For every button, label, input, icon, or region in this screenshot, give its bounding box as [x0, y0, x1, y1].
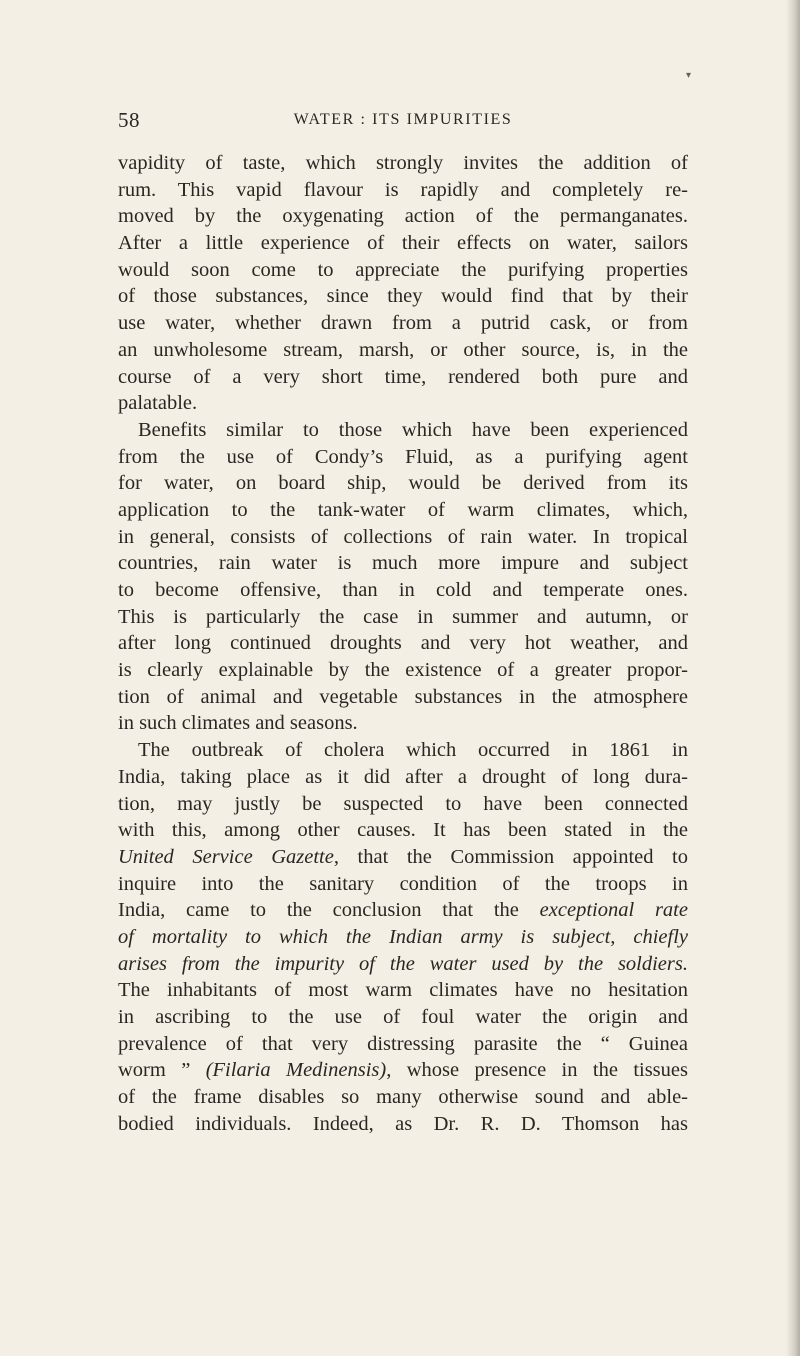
text-line: tion, may justly be suspected to have been connected	[118, 792, 688, 815]
text-line: of those substances, since they would find that by their	[118, 285, 688, 308]
text-line: tion of animal and vegetable substances in the atmosphere	[118, 685, 688, 708]
text-line: application to the tank-water of warm climates, which,	[118, 498, 688, 521]
text-line: worm ” (Filaria Medinensis), whose presence in the tissues	[118, 1059, 688, 1082]
text-line: an unwholesome stream, marsh, or other source, is, in the	[118, 338, 688, 361]
text-line: for water, on board ship, would be derived from its	[118, 472, 688, 495]
page-number: 58	[118, 108, 140, 132]
page-edge-shadow	[786, 0, 800, 1356]
text-line: with this, among other causes. It has been stated in the	[118, 819, 688, 842]
text-line: from the use of Condy’s Fluid, as a purifying agent	[118, 445, 688, 468]
text-line: arises from the impurity of the water used by the soldiers.	[118, 952, 688, 975]
text-line: is clearly explainable by the existence of a greater propor-	[118, 659, 688, 682]
running-head	[118, 108, 688, 138]
text-line: United Service Gazette, that the Commission appointed to	[118, 845, 689, 868]
text-line: prevalence of that very distressing parasite the “ Guinea	[118, 1032, 688, 1055]
text-line: of the frame disables so many otherwise sound and able-	[118, 1086, 688, 1109]
text-line: Benefits similar to those which have been experienced	[138, 418, 688, 441]
text-line: to become offensive, than in cold and temperate ones.	[118, 579, 688, 601]
text-line: vapidity of taste, which strongly invites the addition of	[118, 152, 688, 174]
text-line: The outbreak of cholera which occurred in 1861 in	[138, 739, 688, 762]
text-line: would soon come to appreciate the purifying properties	[118, 258, 688, 281]
text-line: India, taking place as it did after a drought of long dura-	[118, 765, 688, 788]
body-text	[118, 150, 688, 1137]
text-line: The inhabitants of most warm climates have no hesitation	[118, 979, 688, 1002]
text-line: in general, consists of collections of rain water. In tropical	[118, 525, 688, 548]
text-line: in such climates and seasons.	[118, 712, 358, 735]
text-line: of mortality to which the Indian army is subject, chiefly	[118, 925, 688, 948]
text-line: after long continued droughts and very hot weather, and	[118, 632, 688, 655]
text-line: in ascribing to the use of foul water the origin and	[118, 1006, 688, 1028]
text-line: use water, whether drawn from a putrid cask, or from	[118, 312, 688, 335]
text-line: This is particularly the case in summer and autumn, or	[118, 605, 688, 628]
printer-mark: ▾	[686, 70, 692, 81]
text-line: rum. This vapid flavour is rapidly and completely re-	[118, 178, 688, 201]
text-line: After a little experience of their effects on water, sailors	[118, 232, 688, 255]
text-line: bodied individuals. Indeed, as Dr. R. D. Thomson has	[118, 1112, 688, 1135]
running-head-title: WATER : ITS IMPURITIES	[293, 111, 513, 128]
text-line: inquire into the sanitary condition of the troops in	[118, 872, 688, 895]
text-line: moved by the oxygenating action of the permanganates.	[118, 205, 688, 228]
text-line: palatable.	[118, 392, 198, 415]
text-line: India, came to the conclusion that the exceptional rate	[118, 899, 688, 922]
text-line: countries, rain water is much more impure and subject	[118, 552, 688, 575]
text-line: course of a very short time, rendered both pure and	[118, 365, 688, 388]
